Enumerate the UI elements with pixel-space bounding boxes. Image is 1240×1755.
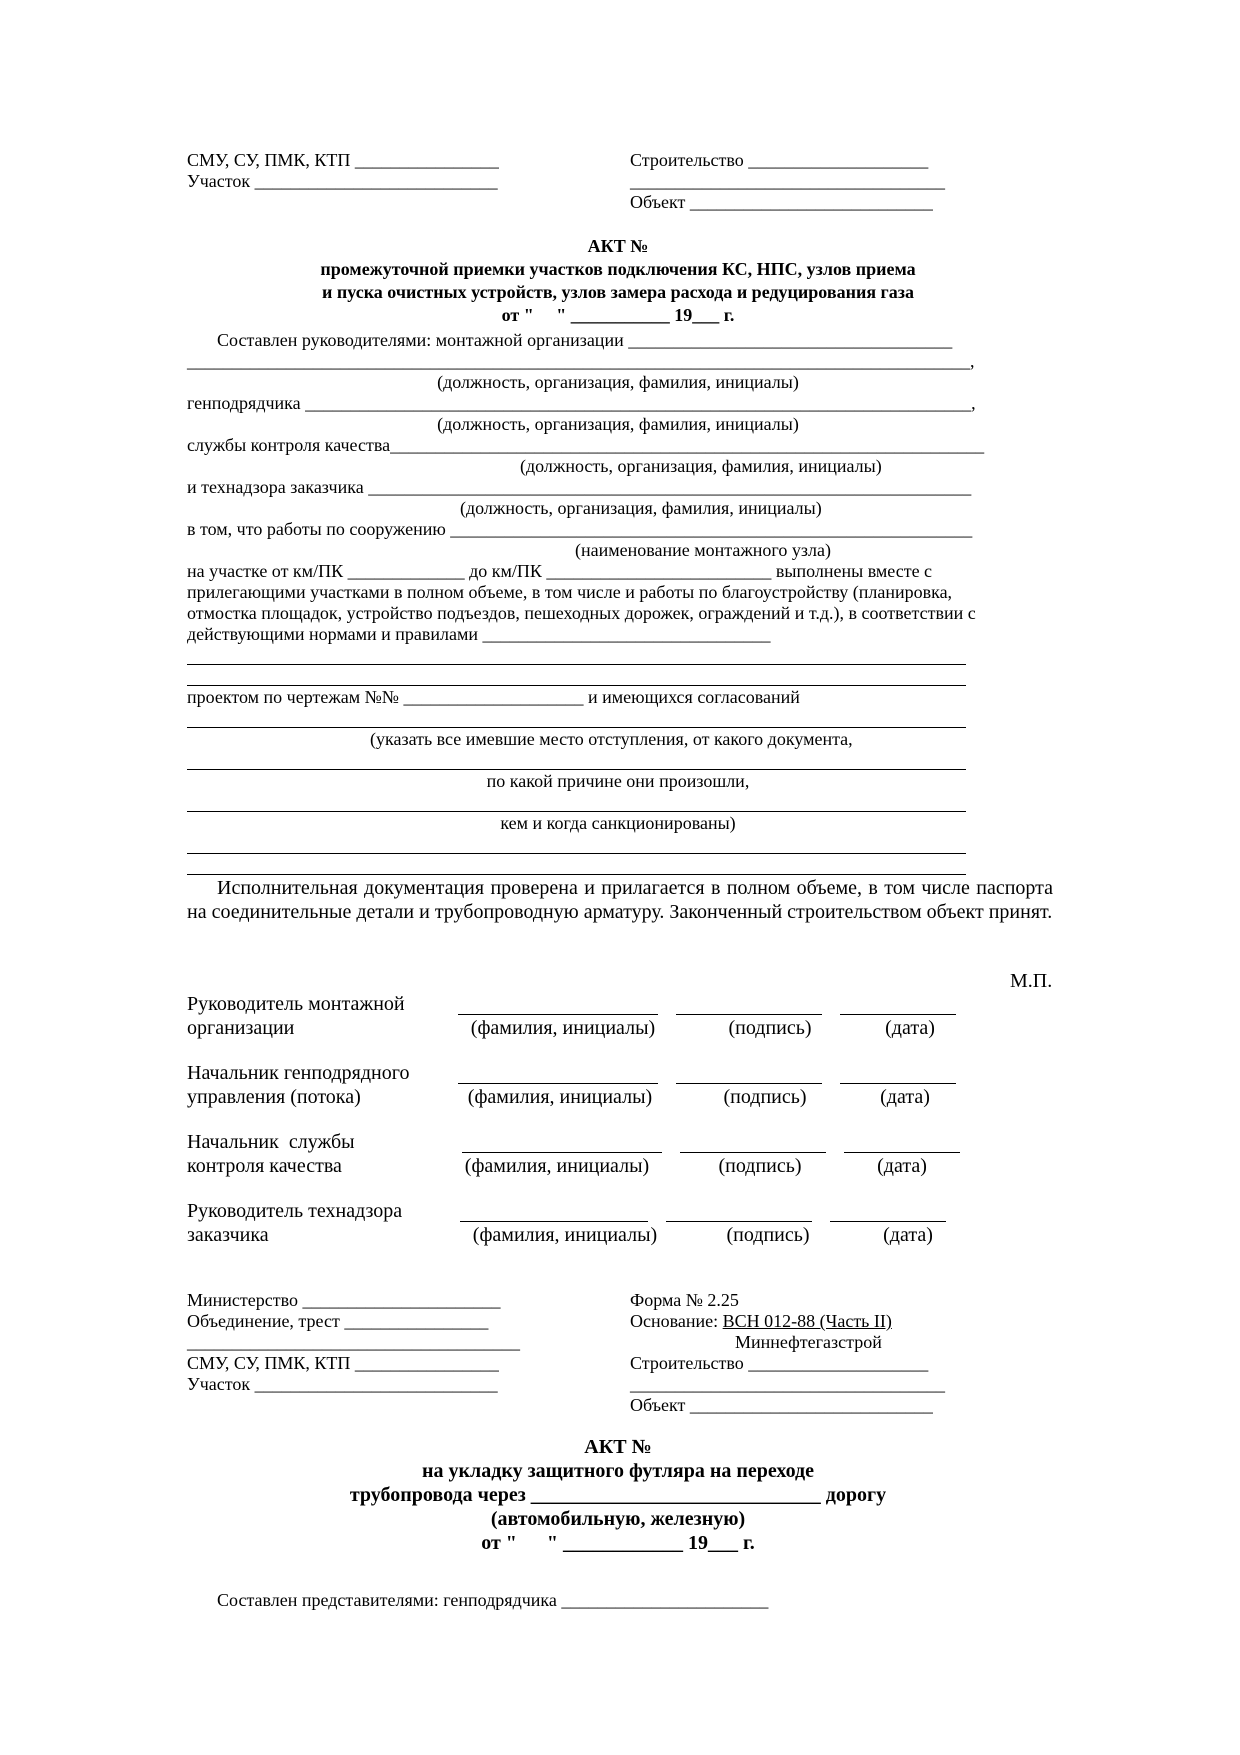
genpodryadchik-line: генподрядчика __________________________________________________________________________, — [187, 393, 976, 413]
section-line: на участке от км/ПК _____________ до км/ПК _________________________ выполнены вместе с — [187, 561, 933, 581]
obekt-field: Объект ___________________________ — [630, 192, 933, 212]
blank-line: ___________________________________ — [630, 1374, 945, 1394]
uchastok-field: Участок ___________________________ — [187, 1374, 498, 1394]
date-hint: (дата) — [877, 1155, 927, 1177]
hint-text: (наименование монтажного узла) — [575, 540, 831, 560]
name-hint: (фамилия, инициалы) — [464, 1155, 650, 1177]
act1-title: АКТ № — [587, 236, 649, 256]
signature-hint: (подпись) — [726, 1224, 810, 1246]
hint-text: (должность, организация, фамилия, инициалы) — [520, 456, 882, 476]
quality-control-line: службы контроля качества__________________________________________________________________ — [187, 435, 985, 455]
name-hint: (фамилия, инициалы) — [467, 1086, 653, 1108]
act1-subtitle-2: и пуска очистных устройств, узлов замера расхода и редуцирования газа — [322, 282, 914, 302]
basis-label: Основание: — [630, 1311, 723, 1331]
form-number: Форма № 2.25 — [630, 1290, 739, 1310]
basis-line — [630, 1311, 892, 1332]
basis-link[interactable]: ВСН 012-88 (Часть II) — [722, 1311, 892, 1331]
project-line: проектом по чертежам №№ ____________________ и имеющихся согласований — [187, 687, 800, 707]
date-hint: (дата) — [885, 1017, 935, 1039]
stroitelstvo-field: Строительство ____________________ — [630, 1353, 929, 1373]
act1-subtitle-1: промежуточной приемки участков подключения КС, НПС, узлов приема — [320, 259, 916, 279]
blank-rule — [187, 664, 966, 665]
signature-hint: (подпись) — [718, 1155, 802, 1177]
composed-line: Составлен руководителями: монтажной организации ____________________________________ — [217, 330, 953, 350]
date-line — [840, 1014, 956, 1015]
act2-subtitle-2: трубопровода через _____________________________ дорогу — [349, 1484, 887, 1506]
signer-role: Начальник службы — [187, 1131, 355, 1153]
norms-line: действующими нормами и правилами ________________________________ — [187, 624, 771, 644]
signer-role: заказчика — [187, 1224, 269, 1246]
date-line — [844, 1152, 960, 1153]
stroitelstvo-field: Строительство ____________________ — [630, 150, 929, 170]
hint-text: (должность, организация, фамилия, инициалы) — [437, 372, 799, 392]
signature-hint: (подпись) — [723, 1086, 807, 1108]
date-line — [830, 1221, 946, 1222]
hint-text: (должность, организация, фамилия, инициалы) — [460, 498, 822, 518]
tech-supervision-line: и технадзора заказчика ___________________________________________________________________ — [187, 477, 972, 497]
works-line: в том, что работы по сооружению __________________________________________________________ — [187, 519, 973, 539]
name-hint: (фамилия, инициалы) — [470, 1017, 656, 1039]
blank-rule — [187, 874, 966, 875]
act1-date: от " " ___________ 19___ г. — [501, 305, 735, 325]
blank-rule — [187, 853, 966, 854]
signature-line — [676, 1083, 822, 1084]
signature-hint: (подпись) — [728, 1017, 812, 1039]
blank-line: _____________________________________ — [187, 1332, 520, 1352]
hint-text: (указать все имевшие место отступления, от какого документа, — [370, 729, 853, 749]
documentation-paragraph: Исполнительная документация проверена и прилагается в полном объеме, в том числе паспорта на соединительные детали и трубопроводную арматуру. Законченный строительством объект принят. — [187, 877, 1053, 923]
act2-subtitle-3: (автомобильную, железную) — [490, 1508, 746, 1530]
blank-line: _______________________________________________________________________________________, — [187, 351, 975, 371]
uchastok-field: Участок ___________________________ — [187, 171, 498, 191]
blank-rule — [187, 811, 966, 812]
hint-text: кем и когда санкционированы) — [500, 813, 736, 833]
name-line — [458, 1083, 658, 1084]
body-text: прилегающими участками в полном объеме, в том числе и работы по благоустройству (планировка, — [187, 582, 953, 602]
act2-title: АКТ № — [584, 1436, 652, 1458]
name-line — [458, 1014, 658, 1015]
association-field: Объединение, трест ________________ — [187, 1311, 489, 1331]
hint-text: (должность, организация, фамилия, инициалы) — [437, 414, 799, 434]
signature-line — [676, 1014, 822, 1015]
signer-role: организации — [187, 1017, 295, 1039]
stamp-place: М.П. — [1010, 970, 1053, 992]
date-hint: (дата) — [883, 1224, 933, 1246]
signer-role: управления (потока) — [187, 1086, 361, 1108]
name-line — [460, 1221, 648, 1222]
ministry-field: Министерство ______________________ — [187, 1290, 501, 1310]
name-hint: (фамилия, инициалы) — [472, 1224, 658, 1246]
blank-rule — [187, 727, 966, 728]
blank-line: ___________________________________ — [630, 171, 945, 191]
ministry-name: Миннефтегазстрой — [735, 1332, 882, 1352]
date-hint: (дата) — [880, 1086, 930, 1108]
smu-field: СМУ, СУ, ПМК, КТП ________________ — [187, 150, 499, 170]
name-line — [462, 1152, 662, 1153]
signature-line — [680, 1152, 826, 1153]
smu-field: СМУ, СУ, ПМК, КТП ________________ — [187, 1353, 499, 1373]
blank-rule — [187, 769, 966, 770]
body-text: отмостка площадок, устройство подъездов, пешеходных дорожек, ограждений и т.д.), в соответствии с — [187, 603, 976, 623]
signature-line — [666, 1221, 812, 1222]
date-line — [840, 1083, 956, 1084]
signer-role: Начальник генподрядного — [187, 1062, 410, 1084]
act2-subtitle-1: на укладку защитного футляра на переходе — [421, 1460, 814, 1482]
signer-role: Руководитель монтажной — [187, 993, 405, 1015]
hint-text: по какой причине они произошли, — [486, 771, 750, 791]
signer-role: Руководитель технадзора — [187, 1200, 403, 1222]
act2-date: от " " ____________ 19___ г. — [481, 1532, 755, 1554]
obekt-field: Объект ___________________________ — [630, 1395, 933, 1415]
blank-rule — [187, 685, 966, 686]
composed-line: Составлен представителями: генподрядчика _______________________ — [217, 1590, 769, 1610]
signer-role: контроля качества — [187, 1155, 342, 1177]
